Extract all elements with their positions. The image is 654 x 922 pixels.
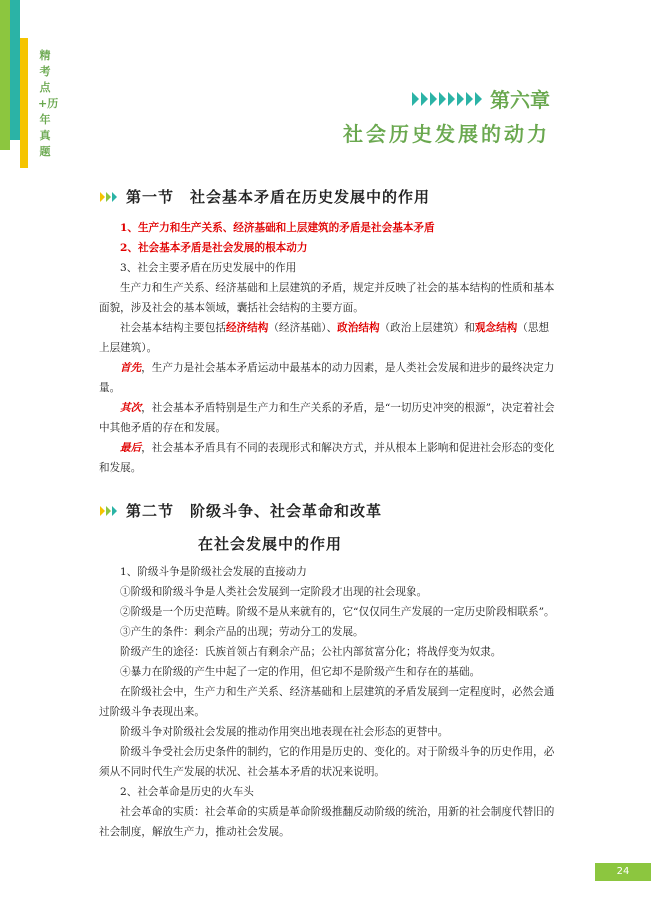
section-2-line: 阶级斗争受社会历史条件的制约，它的作用是历史的、变化的。对于阶级斗争的历史作用，必须从不同时代生产发展的状况、社会基本矛盾的状况来说明。 (99, 746, 555, 778)
section-2-line: 社会革命的实质：社会革命的实质是革命阶级推翻反动阶级的统治，用新的社会制度代替旧的社会制度，解放生产力，推动社会发展。 (99, 806, 555, 838)
section-2-line: ④暴力在阶级的产生中起了一定的作用，但它却不是阶级产生和存在的基础。 (120, 666, 481, 678)
section-2-line: ①阶级和阶级斗争是人类社会发展到一定阶段才出现的社会现象。 (120, 586, 428, 598)
paragraph-basic-structure: 社会基本结构主要包括经济结构（经济基础）、政治结构（政治上层建筑）和观念结构（思想上层建筑）。 (99, 322, 550, 354)
term-political-structure: 政治结构 (337, 322, 380, 334)
section-2-line: 2、社会革命是历史的火车头 (120, 786, 254, 798)
side-label: 精考点+历年真题 (38, 49, 59, 158)
section-1-heading (100, 186, 430, 207)
decor-bar-teal (10, 0, 20, 140)
item-2: 2、社会基本矛盾是社会发展的根本动力 (120, 242, 308, 254)
item-3: 3、社会主要矛盾在历史发展中的作用 (120, 262, 297, 274)
decor-bar-green (0, 0, 10, 150)
section-2-title-line2: 在社会发展中的作用 (198, 535, 343, 553)
term-ideological-structure: 观念结构 (474, 322, 518, 334)
term-economic-structure: 经济结构 (225, 322, 269, 334)
page-number: 24 (595, 863, 651, 881)
section-2-heading (100, 500, 382, 521)
item-1: 1、生产力和生产关系、经济基础和上层建筑的矛盾是社会基本矛盾 (120, 222, 435, 234)
chapter-number: 第六章 (490, 88, 550, 112)
chapter-title: 社会历史发展的动力 (343, 122, 550, 146)
section-1-body (99, 218, 555, 478)
section-2-line: ③产生的条件：剩余产品的出现；劳动分工的发展。 (120, 626, 364, 638)
paragraph-first: 首先，生产力是社会基本矛盾运动中最基本的动力因素，是人类社会发展和进步的最终决定力量。 (99, 362, 555, 394)
section-2-line: 在阶级社会中，生产力和生产关系、经济基础和上层建筑的矛盾发展到一定程度时，必然会通过阶级斗争表现出来。 (99, 686, 555, 718)
chevron-arrows-icon (100, 192, 118, 202)
section-2-line: 阶级产生的途径：氏族首领占有剩余产品；公社内部贫富分化；将战俘变为奴隶。 (120, 646, 502, 658)
section-2-line: ②阶级是一个历史范畴。阶级不是从来就有的，它“仅仅同生产发展的一定历史阶段相联系”。 (120, 606, 555, 618)
paragraph-structure: 生产力和生产关系、经济基础和上层建筑的矛盾，规定并反映了社会的基本结构的性质和基本面貌，涉及社会的基本领域，囊括社会结构的主要方面。 (99, 282, 555, 314)
chevron-arrows-icon (100, 506, 118, 516)
paragraph-last: 最后，社会基本矛盾具有不同的表现形式和解决方式，并从根本上影响和促进社会形态的变化和发展。 (99, 442, 555, 474)
section-2-line: 1、阶级斗争是阶级社会发展的直接动力 (120, 566, 307, 578)
section-1-title: 第一节 社会基本矛盾在历史发展中的作用 (126, 188, 431, 206)
section-2-line: 阶级斗争对阶级社会发展的推动作用突出地表现在社会形态的更替中。 (120, 726, 449, 738)
decor-bar-yellow (20, 38, 28, 168)
chevron-arrows-icon (412, 92, 484, 106)
section-2-body (99, 562, 555, 842)
paragraph-second: 其次，社会基本矛盾特别是生产力和生产关系的矛盾，是“一切历史冲突的根源”，决定着社会中其他矛盾的存在和发展。 (99, 402, 555, 434)
section-2-title: 第二节 阶级斗争、社会革命和改革 (126, 502, 383, 520)
chapter-heading (412, 84, 550, 113)
